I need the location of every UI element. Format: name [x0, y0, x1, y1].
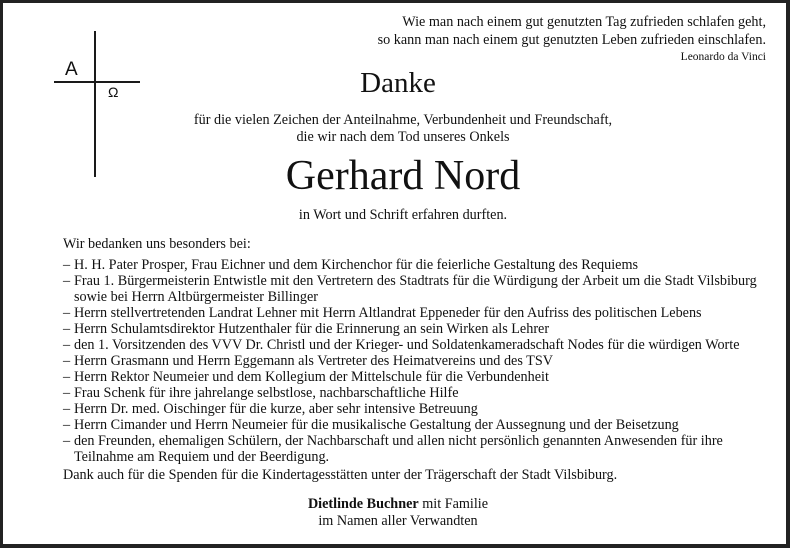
- deceased-name: Gerhard Nord: [285, 153, 521, 199]
- signer-suffix: mit Familie: [418, 496, 489, 512]
- epigraph-quote: [378, 13, 766, 66]
- dash-bullet: –: [63, 401, 71, 417]
- list-item: – Herrn Schulamtsdirektor Hutzenthaler für die Erinnerung an sein Wirken als Lehrer: [63, 321, 550, 337]
- dash-bullet: –: [63, 305, 71, 321]
- list-item: – H. H. Pater Prosper, Frau Eichner und dem Kirchenchor für die feierliche Gestaltung des Requiems: [63, 257, 639, 273]
- intro-line-2: die wir nach dem Tod unseres Onkels: [296, 129, 510, 145]
- alpha-symbol: A: [65, 59, 78, 80]
- signature-block: [3, 496, 790, 530]
- list-item: – den 1. Vorsitzenden des VVV Dr. Christl und der Krieger- und Soldatenkameradschaft Nodes für die würdigen Worte: [63, 337, 740, 353]
- quote-line-1: Wie man nach einem gut genutzten Tag zufrieden schlafen geht,: [402, 14, 766, 30]
- dash-bullet: –: [63, 353, 71, 369]
- dash-bullet: –: [63, 417, 71, 433]
- list-item: – Herrn Grasmann und Herrn Eggemann als Vertreter des Heimatvereins und des TSV: [63, 353, 553, 369]
- dash-bullet: –: [63, 433, 71, 449]
- after-name-text: in Wort und Schrift erfahren durften.: [298, 207, 508, 223]
- dash-bullet: –: [63, 385, 71, 401]
- signature-line-2: im Namen aller Verwandten: [318, 513, 478, 529]
- omega-symbol: Ω: [108, 84, 119, 100]
- signature-line-1: [3, 496, 790, 513]
- dash-bullet: –: [63, 337, 71, 353]
- list-item: – Frau 1. Bürgermeisterin Entwistle mit den Vertretern des Stadtrats für die Würdigung der Arbeit um die Stadt Vilsbiburg sowie bei Herrn Altbürgermeister Billinger: [63, 273, 757, 305]
- thanks-list: [63, 257, 783, 465]
- thanks-lead: Wir bedanken uns besonders bei:: [63, 236, 251, 252]
- list-item: – Herrn Dr. med. Oischinger für die kurze, aber sehr intensive Betreuung: [63, 401, 478, 417]
- list-item: – Frau Schenk für ihre jahrelange selbstlose, nachbarschaftliche Hilfe: [63, 385, 459, 401]
- quote-author: Leonardo da Vinci: [680, 51, 766, 63]
- signer-name: Dietlinde Buchner: [307, 496, 419, 512]
- list-item: – Herrn Cimander und Herrn Neumeier für die musikalische Gestaltung der Aussegnung und der Beisetzung: [63, 417, 679, 433]
- quote-line-2: so kann man nach einem gut genutzten Leben zufrieden einschlafen.: [377, 32, 766, 48]
- heading-danke: Danke: [360, 67, 436, 99]
- dash-bullet: –: [63, 257, 71, 273]
- intro-text: [3, 112, 790, 146]
- list-item: – Herrn Rektor Neumeier und dem Kollegium der Mittelschule für die Verbundenheit: [63, 369, 549, 385]
- list-item: – den Freunden, ehemaligen Schülern, der Nachbarschaft und allen nicht persönlich genannten Anwesenden für ihre Teilnahme am Requiem und der Beerdigung.: [63, 433, 723, 465]
- dash-bullet: –: [63, 369, 71, 385]
- intro-line-1: für die vielen Zeichen der Anteilnahme, Verbundenheit und Freundschaft,: [193, 112, 613, 128]
- donations-note: Dank auch für die Spenden für die Kindertagesstätten unter der Trägerschaft der Stadt Vilsbiburg.: [63, 467, 618, 483]
- dash-bullet: –: [63, 273, 71, 289]
- dash-bullet: –: [63, 321, 71, 337]
- list-item: – Herrn stellvertretenden Landrat Lehner mit Herrn Altlandrat Eppeneder für den Aufriss des politischen Lebens: [63, 305, 702, 321]
